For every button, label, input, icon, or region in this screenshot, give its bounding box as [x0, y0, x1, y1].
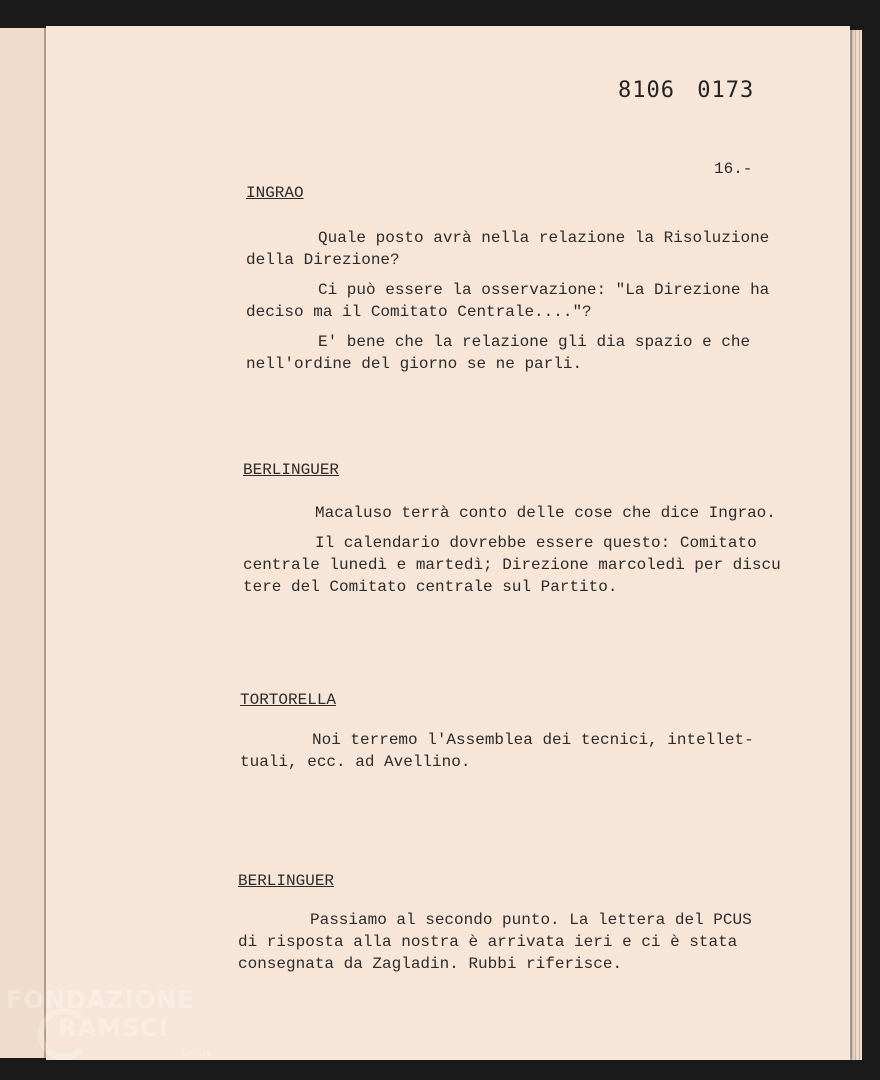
speech-paragraph: Ci può essere la osservazione: "La Direzione ha deciso ma il Comitato Centrale...."?	[246, 281, 770, 321]
speaker-name: BERLINGUER	[243, 461, 340, 479]
watermark-line2: RAMSCI	[58, 1014, 169, 1042]
speech-block	[243, 502, 783, 606]
document-page	[46, 26, 850, 1060]
speaker-name: TORTORELLA	[240, 691, 337, 709]
fondazione-gramsci-watermark-logo	[4, 986, 224, 1066]
watermark-suffix: onlus	[182, 1046, 212, 1059]
speech-paragraph: Passiamo al secondo punto. La lettera del PCUS di risposta alla nostra è arrivata ieri e ci è stata consegnata da Zagladin. Rubbi riferisce.	[238, 911, 752, 973]
page-number: 16.-	[714, 160, 753, 178]
speech-paragraph: Il calendario dovrebbe essere questo: Comitato centrale lunedì e martedì; Direzione marcoledì per discu tere del Comitato centrale sul Partito.	[243, 534, 781, 596]
speech-paragraph: Macaluso terrà conto delle cose che dice Ingrao.	[315, 504, 776, 522]
speech-paragraph: Noi terremo l'Assemblea dei tecnici, intellet- tuali, ecc. ad Avellino.	[240, 731, 754, 771]
facing-page-edge	[0, 28, 46, 1058]
speech-paragraph: E' bene che la relazione gli dia spazio e che nell'ordine del giorno se ne parli.	[246, 333, 751, 373]
speech-paragraph: Quale posto avrà nella relazione la Risoluzione della Direzione?	[246, 229, 770, 269]
speaker-name: BERLINGUER	[238, 872, 335, 890]
watermark-line1: FONDAZIONE	[6, 986, 195, 1014]
speaker-name: INGRAO	[246, 184, 304, 202]
speech-block	[238, 909, 778, 983]
bleed-through-texture	[516, 366, 846, 886]
speech-block	[246, 227, 786, 383]
speech-block	[240, 729, 780, 781]
archive-stamp: 8106 0173	[618, 78, 755, 103]
